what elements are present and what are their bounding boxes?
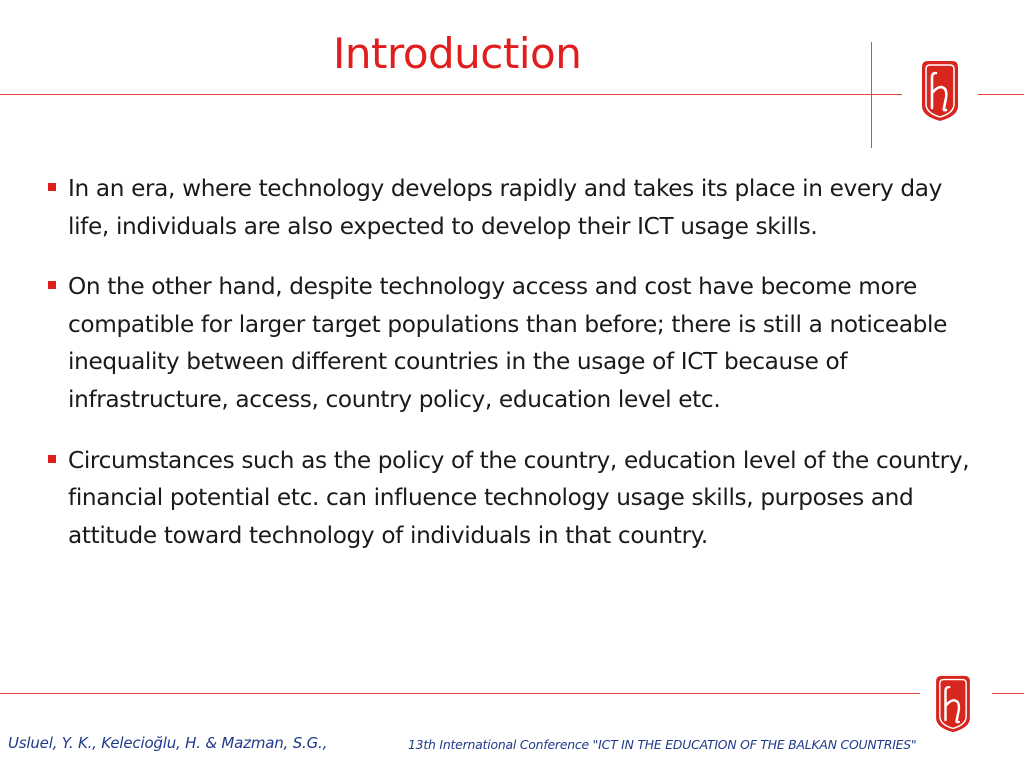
- bullet-item: [48, 170, 978, 245]
- bullet-list: [48, 170, 978, 577]
- bullet-text: On the other hand, despite technology access and cost have become more compatible for larger target populations than before; there is still a noticeable inequality between different countries in the usage of ICT because of infrastructure, access, country policy, education level etc.: [68, 273, 948, 413]
- header-rule-left: [0, 94, 902, 95]
- bullet-item: [48, 442, 978, 555]
- footer-rule-right: [992, 693, 1024, 694]
- slide-title: Introduction: [333, 29, 582, 78]
- footer-rule-left: [0, 693, 920, 694]
- bullet-item: [48, 268, 978, 418]
- header-vertical-rule: [871, 42, 872, 148]
- square-bullet-icon: [48, 455, 56, 463]
- header-rule-right: [978, 94, 1024, 95]
- footer-authors: Usluel, Y. K., Kelecioğlu, H. & Mazman, S.G.,: [8, 734, 328, 752]
- footer-conference: 13th International Conference "ICT IN THE EDUCATION OF THE BALKAN COUNTRIES": [408, 737, 917, 752]
- bullet-text: Circumstances such as the policy of the country, education level of the country, financial potential etc. can influence technology usage skills, purposes and attitude toward technology of individuals in that country.: [68, 446, 970, 549]
- bullet-text: In an era, where technology develops rapidly and takes its place in every day life, individuals are also expected to develop their ICT usage skills.: [68, 175, 943, 240]
- university-h-logo-icon: [932, 673, 974, 735]
- square-bullet-icon: [48, 281, 56, 289]
- square-bullet-icon: [48, 183, 56, 191]
- university-h-logo-icon: [918, 58, 962, 124]
